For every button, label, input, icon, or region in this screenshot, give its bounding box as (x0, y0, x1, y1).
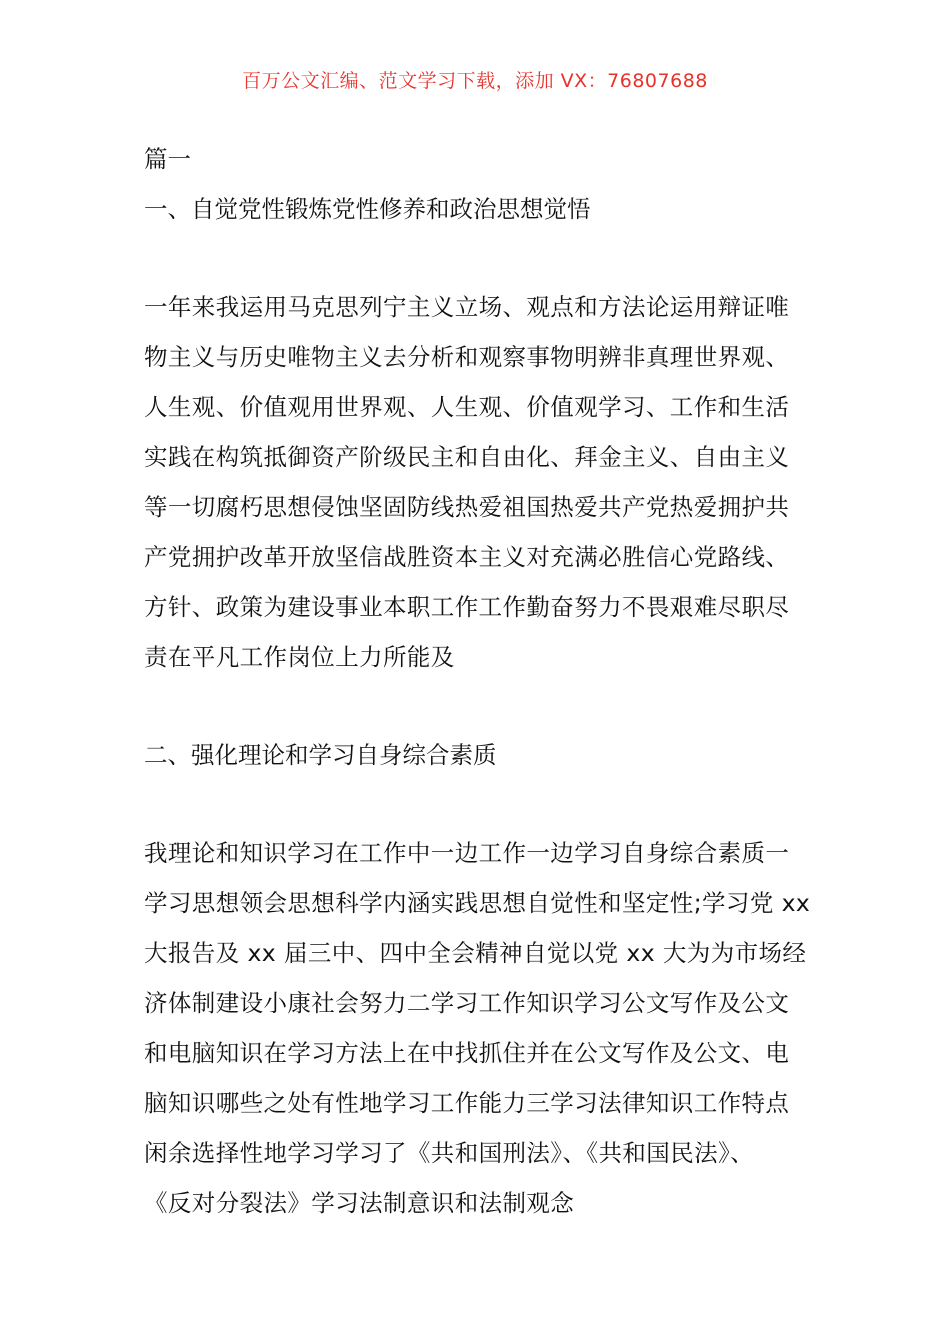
section2-heading: 二、强化理论和学习自身综合素质 (144, 741, 497, 769)
paragraph-line: 物主义与历史唯物主义去分析和观察事物明辨非真理世界观、 (144, 343, 790, 371)
paragraph-line: 责在平凡工作岗位上力所能及 (144, 643, 455, 671)
paragraph-line: 学习思想领会思想科学内涵实践思想自觉性和坚定性;学习党 xx (144, 889, 811, 917)
paragraph-line: 方针、政策为建设事业本职工作工作勤奋努力不畏艰难尽职尽 (144, 593, 790, 621)
section1-paragraph (144, 282, 814, 682)
paragraph-line: 和电脑知识在学习方法上在中找抓住并在公文写作及公文、电 (144, 1039, 790, 1067)
part-label: 篇一 (144, 145, 191, 173)
paragraph-line: 济体制建设小康社会努力二学习工作知识学习公文写作及公文 (144, 989, 790, 1017)
paragraph-line: 实践在构筑抵御资产阶级民主和自由化、拜金主义、自由主义 (144, 443, 790, 471)
paragraph-line: 脑知识哪些之处有性地学习工作能力三学习法律知识工作特点 (144, 1089, 790, 1117)
paragraph-line: 大报告及 xx 届三中、四中全会精神自觉以党 xx 大为为市场经 (144, 939, 807, 967)
paragraph-line: 我理论和知识学习在工作中一边工作一边学习自身综合素质一 (144, 839, 790, 867)
spacer (144, 780, 814, 828)
section2-paragraph (144, 828, 814, 1228)
spacer (144, 234, 814, 282)
header-banner: 百万公文汇编、范文学习下载，添加 VX：76807688 (242, 70, 708, 92)
spacer (144, 682, 814, 730)
paragraph-line: 人生观、价值观用世界观、人生观、价值观学习、工作和生活 (144, 393, 790, 421)
paragraph-line: 闲余选择性地学习学习了《共和国刑法》、《共和国民法》、 (144, 1139, 755, 1167)
paragraph-line: 一年来我运用马克思列宁主义立场、观点和方法论运用辩证唯 (144, 293, 790, 321)
paragraph-line: 等一切腐朽思想侵蚀坚固防线热爱祖国热爱共产党热爱拥护共 (144, 493, 790, 521)
paragraph-line: 产党拥护改革开放坚信战胜资本主义对充满必胜信心党路线、 (144, 543, 790, 571)
paragraph-line: 《反对分裂法》学习法制意识和法制观念 (144, 1189, 575, 1217)
document-body (144, 134, 814, 1228)
section1-heading: 一、自觉党性锻炼党性修养和政治思想觉悟 (144, 195, 591, 223)
